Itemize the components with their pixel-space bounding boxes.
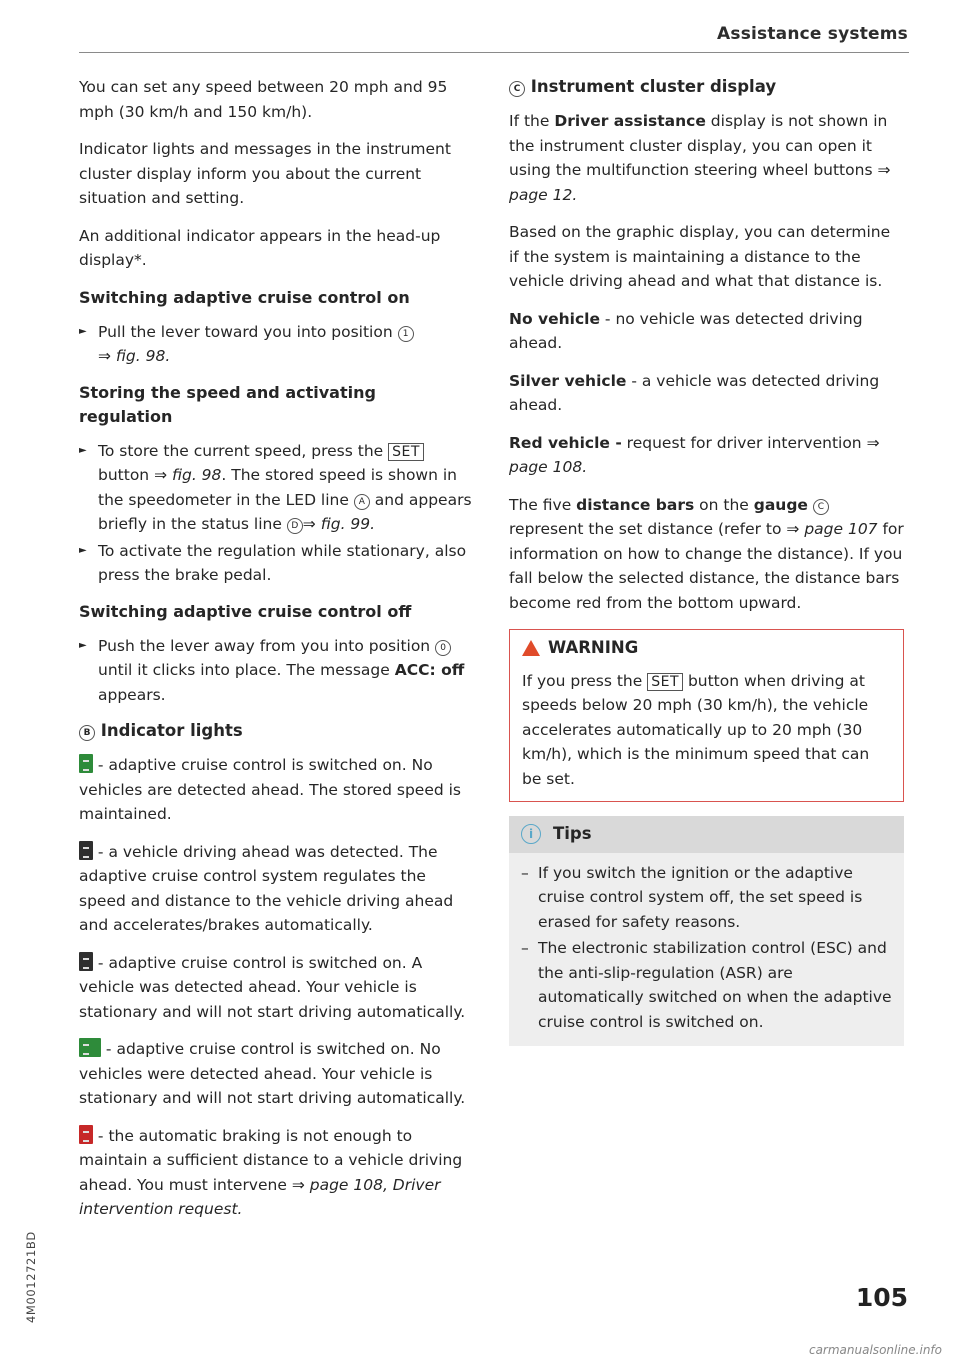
warning-box: [509, 629, 904, 802]
switch-on-list: [79, 320, 474, 369]
driver-assistance-text: If the Driver assistance display is not shown in the instrument cluster display, you can open it using the multifunction steering wheel buttons ⇒ page 12.: [509, 112, 891, 204]
indicator-desc-5: - the automatic braking is not enough to maintain a sufficient distance to a vehicle driving ahead. You must intervene ⇒ page 108, Driver intervention request.: [79, 1126, 463, 1218]
store-speed-list: [79, 439, 474, 588]
position-0-marker: 0: [435, 640, 451, 656]
info-icon: i: [521, 824, 541, 844]
marker-d: D: [287, 518, 303, 534]
warning-text: If you press the SET button when driving at speeds below 20 mph (30 km/h), the vehicle accelerates automatically up to 20 mph (30 km/h), which is the minimum speed that can be set.: [522, 671, 870, 788]
page-ref-link[interactable]: ⇒ page 108, Driver intervention request.: [79, 1175, 441, 1218]
list-item: – If you switch the ignition or the adaptive cruise control system off, the set speed is erased for safety reasons.: [521, 861, 892, 935]
indicator-info-text: Indicator lights and messages in the instrument cluster display inform you about the current situation and setting.: [79, 140, 451, 207]
set-key: SET: [647, 673, 683, 691]
page-ref-link[interactable]: ⇒ page 12.: [509, 161, 891, 204]
heading-instrument-cluster: C Instrument cluster display: [509, 75, 904, 99]
hud-text: An additional indicator appears in the head-up display*.: [79, 226, 441, 269]
driver-intervention-icon: [79, 1125, 93, 1144]
switch-off-list: [79, 634, 474, 708]
list-item: ► To activate the regulation while stationary, also press the brake pedal.: [79, 539, 474, 588]
page-number: 105: [855, 1283, 908, 1312]
tips-heading: i Tips: [509, 816, 904, 853]
page-ref-link[interactable]: ⇒ page 108.: [509, 433, 880, 476]
left-column: [79, 75, 474, 1235]
set-key: SET: [388, 443, 424, 461]
heading-switch-on: Switching adaptive cruise control on: [79, 287, 410, 307]
header-rule: [79, 52, 909, 53]
warning-triangle-icon: [522, 640, 540, 656]
list-item: ► Pull the lever toward you into position 1 ⇒ fig. 98.: [79, 320, 474, 369]
heading-switch-off: Switching adaptive cruise control off: [79, 601, 412, 621]
section-title: Assistance systems: [717, 24, 908, 44]
indicator-desc-3: - adaptive cruise control is switched on. A vehicle was detected ahead. Your vehicle is stationary and will not start driving automatically.: [79, 953, 466, 1021]
graphic-display-text: Based on the graphic display, you can determine if the system is maintaining a distance to the vehicle driving ahead and what that distance is.: [509, 223, 891, 290]
right-column: [509, 75, 904, 1046]
marker-c: C: [813, 499, 829, 515]
fig-ref-link[interactable]: ⇒ fig. 98.: [98, 347, 171, 365]
distance-bars-text: The five distance bars on the gauge C represent the set distance (refer to ⇒ page 107 for information on how to change the distance). If you fall below the selected distance, the distance bars become red from the bottom upward.: [509, 495, 904, 612]
tips-box: [509, 816, 904, 1046]
watermark: carmanualsonline.info: [808, 1343, 942, 1357]
position-1-marker: 1: [398, 326, 414, 342]
speed-range-text: You can set any speed between 20 mph and 95 mph (30 km/h and 150 km/h).: [79, 78, 448, 121]
silver-vehicle-text: Silver vehicle - a vehicle was detected driving ahead.: [509, 371, 880, 414]
acc-on-green-icon: [79, 754, 93, 773]
heading-indicator-lights: B Indicator lights: [79, 719, 474, 743]
tips-body: [509, 853, 904, 1047]
list-item: ► To store the current speed, press the SET button ⇒ fig. 98. The stored speed is shown in the speedometer in the LED line A and appears briefly in the status line D ⇒ fig. 99.: [79, 439, 474, 537]
marker-b: B: [79, 725, 95, 741]
fig-ref-link[interactable]: ⇒ fig. 99.: [302, 515, 376, 533]
acc-stationary-icon: [79, 952, 93, 971]
warning-heading: WARNING: [522, 636, 891, 661]
page-ref-link[interactable]: ⇒ page 107: [786, 520, 878, 538]
document-code: 4M0012721BD: [24, 1231, 38, 1323]
heading-store-speed: Storing the speed and activating regulation: [79, 382, 376, 426]
fig-ref-link[interactable]: ⇒ fig. 98: [154, 466, 222, 484]
marker-a: A: [354, 494, 370, 510]
no-vehicle-text: No vehicle - no vehicle was detected driving ahead.: [509, 309, 863, 352]
acc-stationary-car-icon: [79, 1038, 101, 1057]
acc-off-message: ACC: off: [394, 661, 465, 679]
red-vehicle-text: Red vehicle - request for driver intervention ⇒ page 108.: [509, 433, 880, 476]
list-item: ► Push the lever away from you into position 0 until it clicks into place. The message ACC: off appears.: [79, 634, 474, 708]
indicator-desc-1: - adaptive cruise control is switched on. No vehicles are detected ahead. The stored speed is maintained.: [79, 756, 461, 823]
tips-list: [521, 861, 892, 1035]
marker-c: C: [509, 81, 525, 97]
indicator-desc-2: - a vehicle driving ahead was detected. The adaptive cruise control system regulates the speed and distance to the vehicle driving ahead and accelerates/brakes automatically.: [79, 842, 454, 934]
list-item: – The electronic stabilization control (ESC) and the anti-slip-regulation (ASR) are automatically switched on when the adaptive cruise control is switched on.: [521, 936, 892, 1034]
acc-vehicle-ahead-icon: [79, 841, 93, 860]
indicator-desc-4: - adaptive cruise control is switched on. No vehicles were detected ahead. Your vehicle is stationary and will not start driving automatically.: [79, 1040, 466, 1107]
